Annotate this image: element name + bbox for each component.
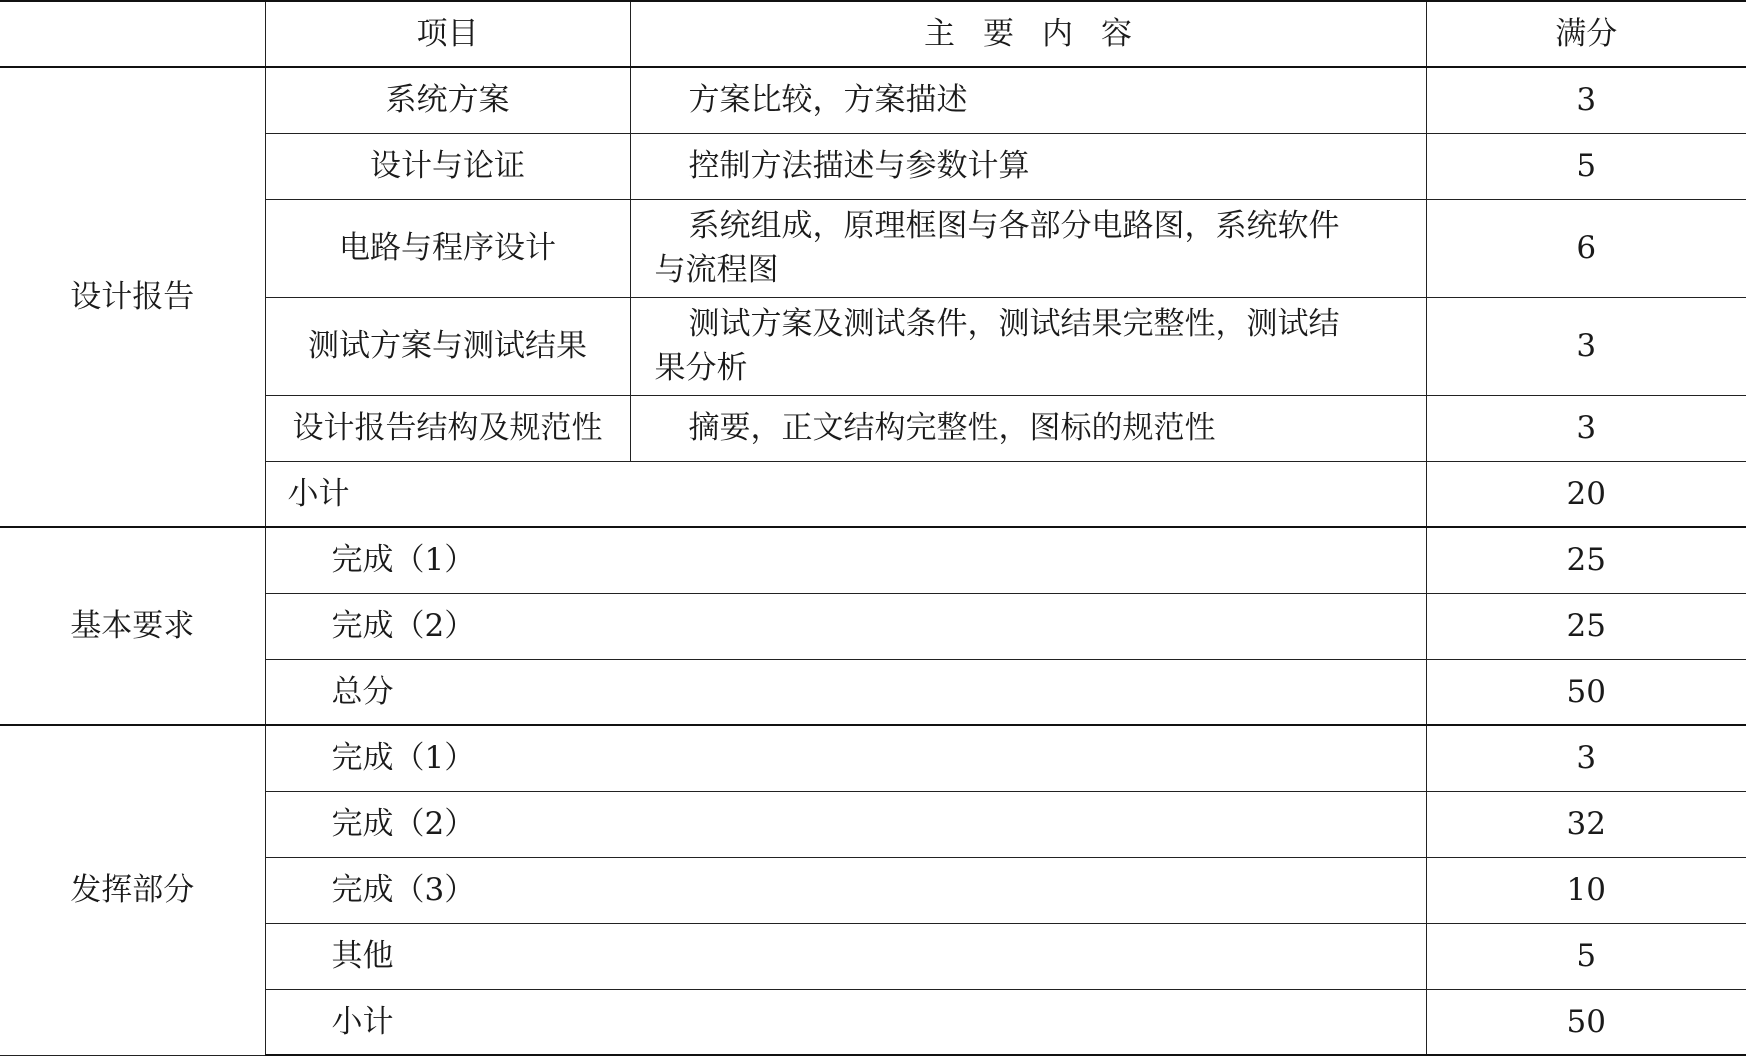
content-cell	[630, 297, 1426, 395]
row-label: 总分	[265, 659, 1426, 725]
score-cell: 6	[1426, 199, 1746, 297]
row-label: 完成（3）	[265, 857, 1426, 923]
score-cell: 50	[1426, 989, 1746, 1055]
header-item: 项目	[265, 1, 630, 67]
row-label: 完成（1）	[265, 725, 1426, 791]
content-text-line2: 果分析	[654, 350, 748, 386]
table-row	[0, 725, 1746, 791]
score-cell: 3	[1426, 725, 1746, 791]
score-cell: 3	[1426, 67, 1746, 133]
content-cell	[630, 395, 1426, 461]
content-cell	[630, 133, 1426, 199]
score-cell: 10	[1426, 857, 1746, 923]
header-row	[0, 1, 1746, 67]
row-label: 小计	[265, 989, 1426, 1055]
header-full-score: 满分	[1426, 1, 1746, 67]
table-row	[0, 527, 1746, 593]
content-text-line1: 测试方案及测试条件，测试结果完整性，测试结	[688, 306, 1340, 342]
row-label: 其他	[265, 923, 1426, 989]
score-cell: 25	[1426, 593, 1746, 659]
content-text-line2: 与流程图	[654, 252, 779, 288]
subtotal-label: 小计	[265, 461, 1426, 527]
category-basic-requirements: 基本要求	[0, 527, 265, 725]
category-design-report: 设计报告	[0, 67, 265, 527]
content-text-line1: 系统组成，原理框图与各部分电路图，系统软件	[688, 208, 1340, 244]
item-cell: 设计与论证	[265, 133, 630, 199]
score-cell: 3	[1426, 297, 1746, 395]
item-cell: 设计报告结构及规范性	[265, 395, 630, 461]
score-cell: 32	[1426, 791, 1746, 857]
header-content: 主要内容	[630, 1, 1426, 67]
subtotal-score: 20	[1426, 461, 1746, 527]
score-cell: 3	[1426, 395, 1746, 461]
score-cell: 5	[1426, 923, 1746, 989]
category-extension: 发挥部分	[0, 725, 265, 1055]
item-cell: 测试方案与测试结果	[265, 297, 630, 395]
content-text: 摘要，正文结构完整性，图标的规范性	[688, 410, 1216, 446]
item-cell: 电路与程序设计	[265, 199, 630, 297]
row-label: 完成（1）	[265, 527, 1426, 593]
content-text: 控制方法描述与参数计算	[688, 148, 1030, 184]
table-row	[0, 67, 1746, 133]
score-cell: 50	[1426, 659, 1746, 725]
row-label: 完成（2）	[265, 593, 1426, 659]
score-cell: 25	[1426, 527, 1746, 593]
content-text: 方案比较，方案描述	[688, 82, 968, 119]
row-label: 完成（2）	[265, 791, 1426, 857]
content-cell	[630, 199, 1426, 297]
header-blank-cell	[0, 1, 265, 67]
item-cell: 系统方案	[265, 67, 630, 133]
score-cell: 5	[1426, 133, 1746, 199]
content-cell	[630, 67, 1426, 133]
